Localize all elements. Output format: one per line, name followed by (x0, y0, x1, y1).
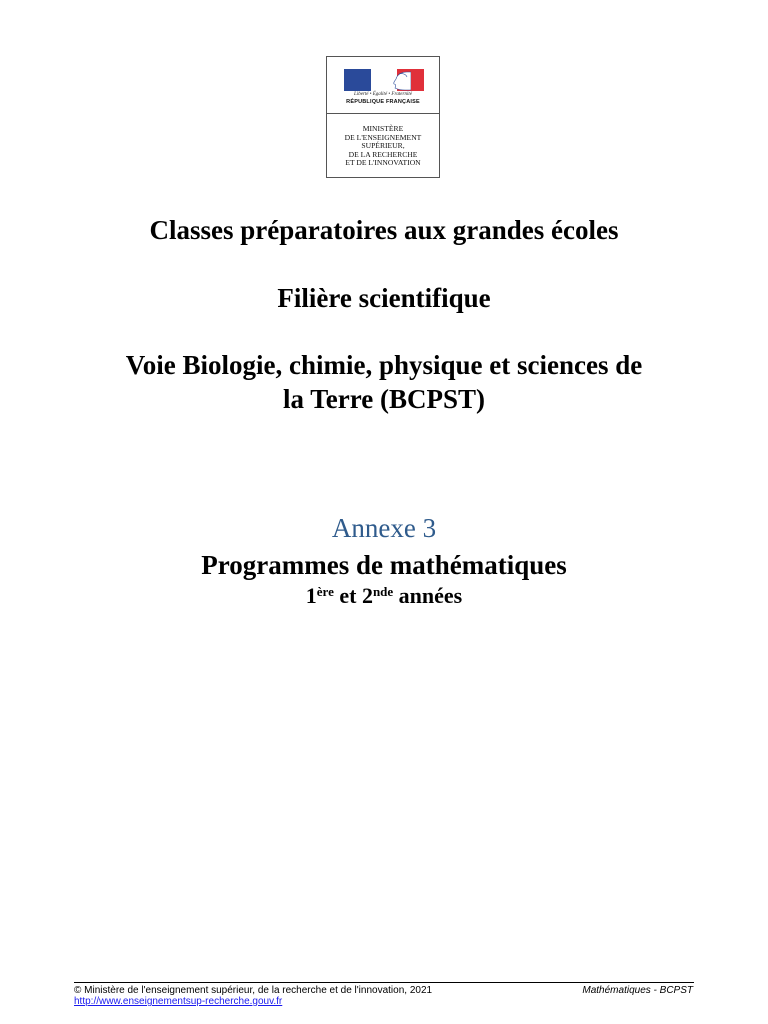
footer-document-name: Mathématiques - BCPST (582, 985, 693, 996)
logo-ministry-line: DE LA RECHERCHE (348, 149, 418, 159)
footer-website-link[interactable]: http://www.enseignementsup-recherche.gouv.fr (74, 996, 283, 1007)
year-second-suffix: nde (372, 584, 394, 599)
title-filiere: Filière scientifique (277, 283, 491, 313)
logo-ministry-line: ET DE L'INNOVATION (345, 158, 421, 168)
programmes-title: Programmes de mathématiques (201, 550, 567, 580)
title-voie-line-2: la Terre (BCPST) (283, 384, 485, 414)
years-subtitle (0, 582, 768, 610)
title-voie-line-1: Voie Biologie, chimie, physique et sciences de (125, 350, 643, 380)
years-connector: et (333, 583, 362, 608)
logo-divider (327, 113, 439, 114)
year-second-number: 2 (361, 583, 373, 608)
footer-copyright: © Ministère de l'enseignement supérieur, de la recherche et de l'innovation, 2021 (74, 985, 433, 996)
logo-ministry-line: SUPÉRIEUR, (361, 141, 405, 151)
logo-motto: Liberté • Égalité • Fraternité (354, 92, 412, 97)
year-first-number: 1 (305, 583, 317, 608)
logo-ministry-line: MINISTÈRE (362, 124, 404, 133)
annexe-label: Annexe 3 (331, 513, 437, 543)
logo-ministry-name (327, 125, 439, 168)
logo-ministry-line: DE L'ENSEIGNEMENT (344, 132, 422, 142)
logo-republique: RÉPUBLIQUE FRANÇAISE (346, 99, 420, 105)
year-first-suffix: ère (316, 584, 334, 599)
marianne-profile-icon (387, 71, 411, 91)
ministry-logo (326, 56, 440, 178)
title-voie (0, 348, 768, 416)
marianne-flag-icon (344, 69, 424, 91)
footer-divider (74, 982, 694, 983)
years-suffix: années (393, 583, 463, 608)
title-classes-preparatoires: Classes préparatoires aux grandes écoles (149, 215, 619, 245)
